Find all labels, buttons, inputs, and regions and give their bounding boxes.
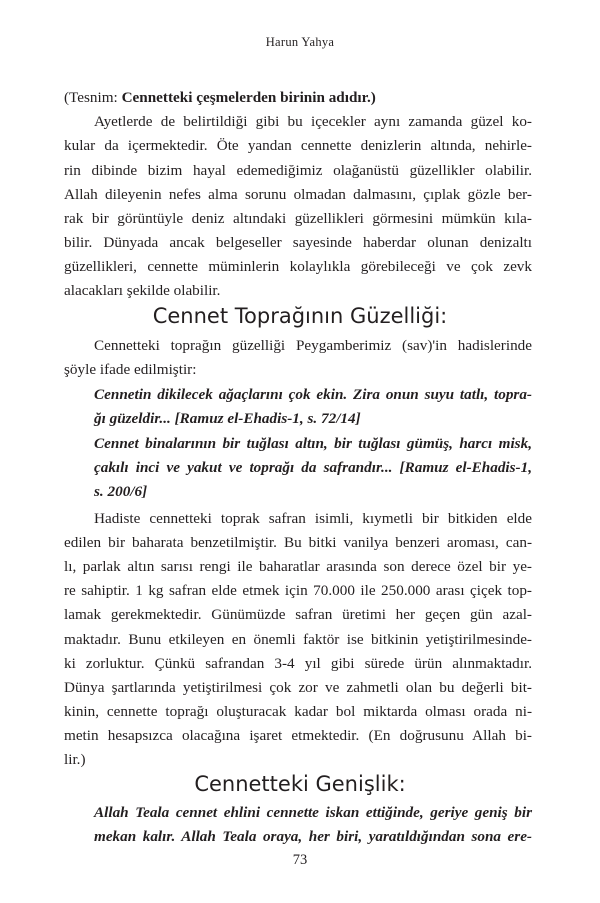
- text-line: alacakları şekilde olabilir.: [64, 282, 221, 299]
- running-header: Harun Yahya: [265, 35, 335, 49]
- text-line: edilen bir baharata benzetilmiştir. Bu bitki vanilya benzeri aroması, can-: [64, 534, 532, 551]
- text-line: re sahiptir. 1 kg safran elde etmek için 70.000 ile 250.000 arası çiçek top-: [64, 582, 532, 599]
- intro-note-prefix: (Tesnim:: [64, 89, 122, 106]
- text-line: rak bir görüntüyle deniz altındaki güzellikleri görmesini mümkün kıla-: [64, 210, 532, 227]
- text-line: Ayetlerde de belirtildiği gibi bu içecekler aynı zamanda güzel ko-: [94, 113, 532, 130]
- text-line: güzellikleri, cennette müminlerin kolaylıkla görebileceği ve çok zevk: [64, 258, 532, 275]
- text-line: Allah dileyenin nefes alma sorunu olmadan dalmasını, çıplak gözle ber-: [64, 186, 532, 203]
- intro-note-bold: Cennetteki çeşmelerden birinin adıdır.): [121, 89, 376, 106]
- text-line: kular da içermektedir. Öte yandan cennette denizlerin altında, nehirle-: [64, 137, 532, 154]
- section-heading-cennetteki-genislik: Cennetteki Genişlik:: [194, 772, 406, 796]
- intro-note: [64, 88, 532, 108]
- text-line: lir.): [64, 751, 86, 768]
- quote-line: Cennetin dikilecek ağaçlarını çok ekin. Zira onun suyu tatlı, topra-: [94, 386, 532, 403]
- quote-line: ğı güzeldir... [Ramuz el-Ehadis-1, s. 72/14]: [94, 410, 361, 427]
- text-line: Dünya şartlarında yetiştirilmesi çok zor ve zahmetli olan bu değerli bit-: [64, 679, 532, 696]
- text-line: bilir. Dünyada ancak belgeseller sayesinde haberdar olunan denizaltı: [64, 234, 532, 251]
- text-line: maktadır. Bunu etkileyen en önemli faktör ise bitkinin yetiştirilmesinde-: [64, 631, 532, 648]
- quote-line: Cennet binalarının bir tuğlası altın, bir tuğlası gümüş, harcı misk,: [94, 435, 532, 452]
- text-line: lı, parlak altın sarısı rengi ile baharatlar arasında son derece özel bir ye-: [64, 558, 532, 575]
- page-number: 73: [292, 852, 308, 868]
- text-line: metin hesapsızca olacağına işaret etmektedir. (En doğrusunu Allah bi-: [64, 727, 532, 744]
- quote-line: mekan kalır. Allah Teala oraya, her biri, yaratıldığından sona ere-: [94, 828, 532, 845]
- quote-line: Allah Teala cennet ehlini cennette iskan ettiğinde, geriye geniş bir: [94, 804, 532, 821]
- text-line: ki zorluktur. Çünkü safrandan 3-4 yıl gibi sürede ürün alınmaktadır.: [64, 655, 532, 672]
- text-line: Hadiste cennetteki toprak safran isimli, kıymetli bir bitkiden elde: [94, 510, 532, 527]
- text-line: şöyle ifade edilmiştir:: [64, 361, 197, 378]
- section-heading-cennet-topragi: Cennet Toprağının Güzelliği:: [152, 304, 448, 328]
- text-line: Cennetteki toprağın güzelliği Peygamberimiz (sav)'in hadislerinde: [94, 337, 532, 354]
- quote-line: çakılı inci ve yakut ve toprağı da safrandır... [Ramuz el-Ehadis-1,: [94, 459, 532, 476]
- text-line: rin dibinde bizim hayal edemediğimiz olağanüstü güzellikler olabilir.: [64, 162, 532, 179]
- quote-line: s. 200/6]: [94, 483, 148, 500]
- text-line: lamak gerekmektedir. Günümüzde safran üretimi her geçen gün azal-: [64, 606, 532, 623]
- text-line: kinin, cennette toprağı oluşturacak kadar bol miktarda olması orada ni-: [64, 703, 532, 720]
